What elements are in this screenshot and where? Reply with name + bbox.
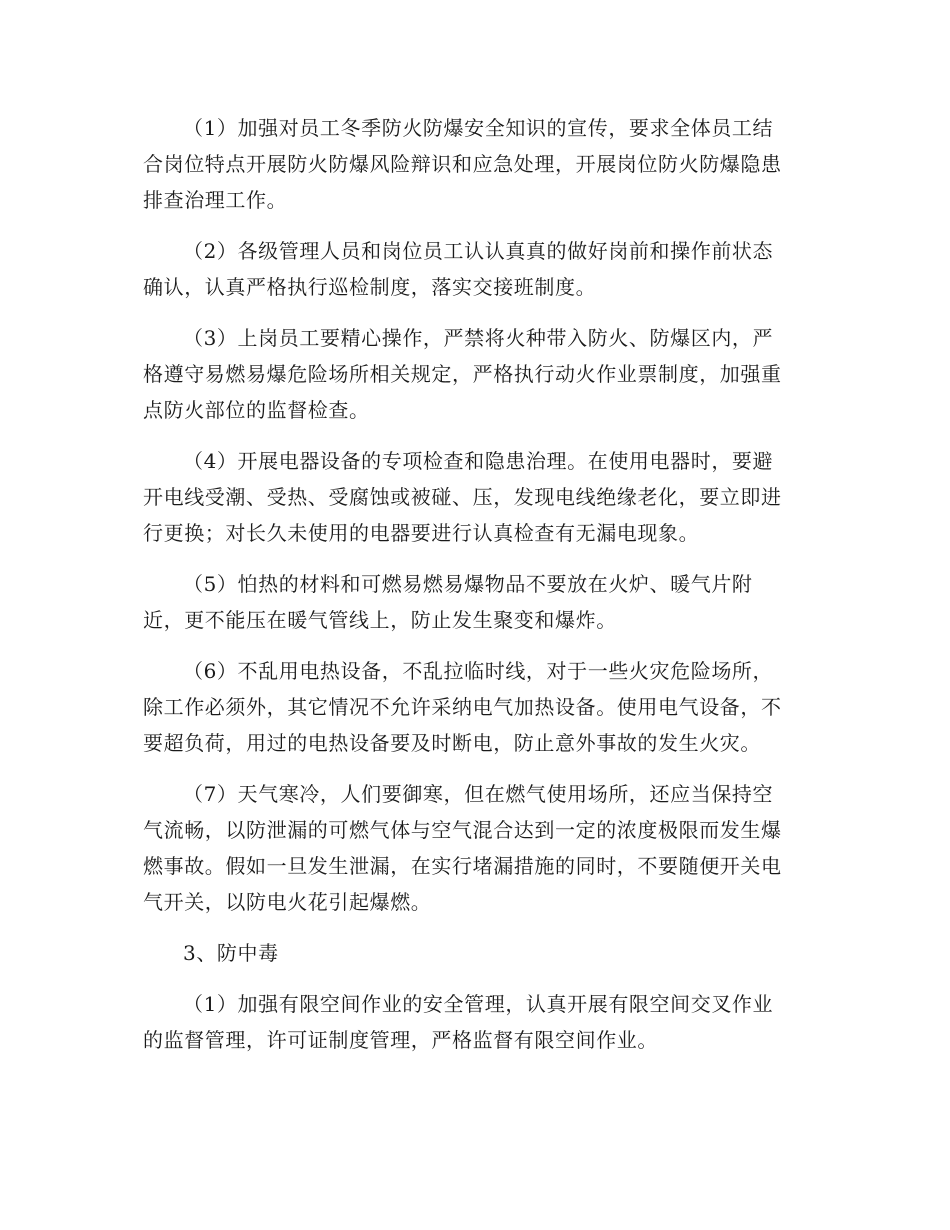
paragraph-item-7: （7）天气寒冷，人们要御寒，但在燃气使用场所，还应当保持空气流畅，以防泄漏的可燃气体与空气混合达到一定的浓度极限而发生爆燃事故。假如一旦发生泄漏，在实行堵漏措施的同时，不要随便开关电气开关，以防电火花引起爆燃。 xyxy=(143,782,782,914)
section-heading: 3、防中毒 xyxy=(183,941,279,965)
paragraph-item-4: （4）开展电器设备的专项检查和隐患治理。在使用电器时，要避开电线受潮、受热、受腐蚀或被碰、压，发现电线绝缘老化，要立即进行更换；对长久未使用的电器要进行认真检查有无漏电现象。 xyxy=(143,449,782,545)
paragraph-item-2: （2）各级管理人员和岗位员工认认真真的做好岗前和操作前状态确认，认真严格执行巡检制度，落实交接班制度。 xyxy=(143,239,774,299)
section-paragraph-item-1: （1）加强有限空间作业的安全管理，认真开展有限空间交叉作业的监督管理，许可证制度管理，严格监督有限空间作业。 xyxy=(143,992,774,1052)
paragraph-item-1: （1）加强对员工冬季防火防爆安全知识的宣传，要求全体员工结合岗位特点开展防火防爆风险辩识和应急处理，开展岗位防火防爆隐患排查治理工作。 xyxy=(143,116,782,212)
document-body xyxy=(143,110,793,1058)
paragraph-item-6: （6）不乱用电热设备，不乱拉临时线，对于一些火灾危险场所，除工作必须外，其它情况不允许采纳电气加热设备。使用电气设备，不要超负荷，用过的电热设备要及时断电，防止意外事故的发生火灾。 xyxy=(143,659,782,755)
paragraph-item-3: （3）上岗员工要精心操作，严禁将火种带入防火、防爆区内，严格遵守易燃易爆危险场所相关规定，严格执行动火作业票制度，加强重点防火部位的监督检查。 xyxy=(143,326,782,422)
paragraph-item-5: （5）怕热的材料和可燃易燃易爆物品不要放在火炉、暖气片附近，更不能压在暖气管线上，防止发生聚变和爆炸。 xyxy=(143,572,753,632)
